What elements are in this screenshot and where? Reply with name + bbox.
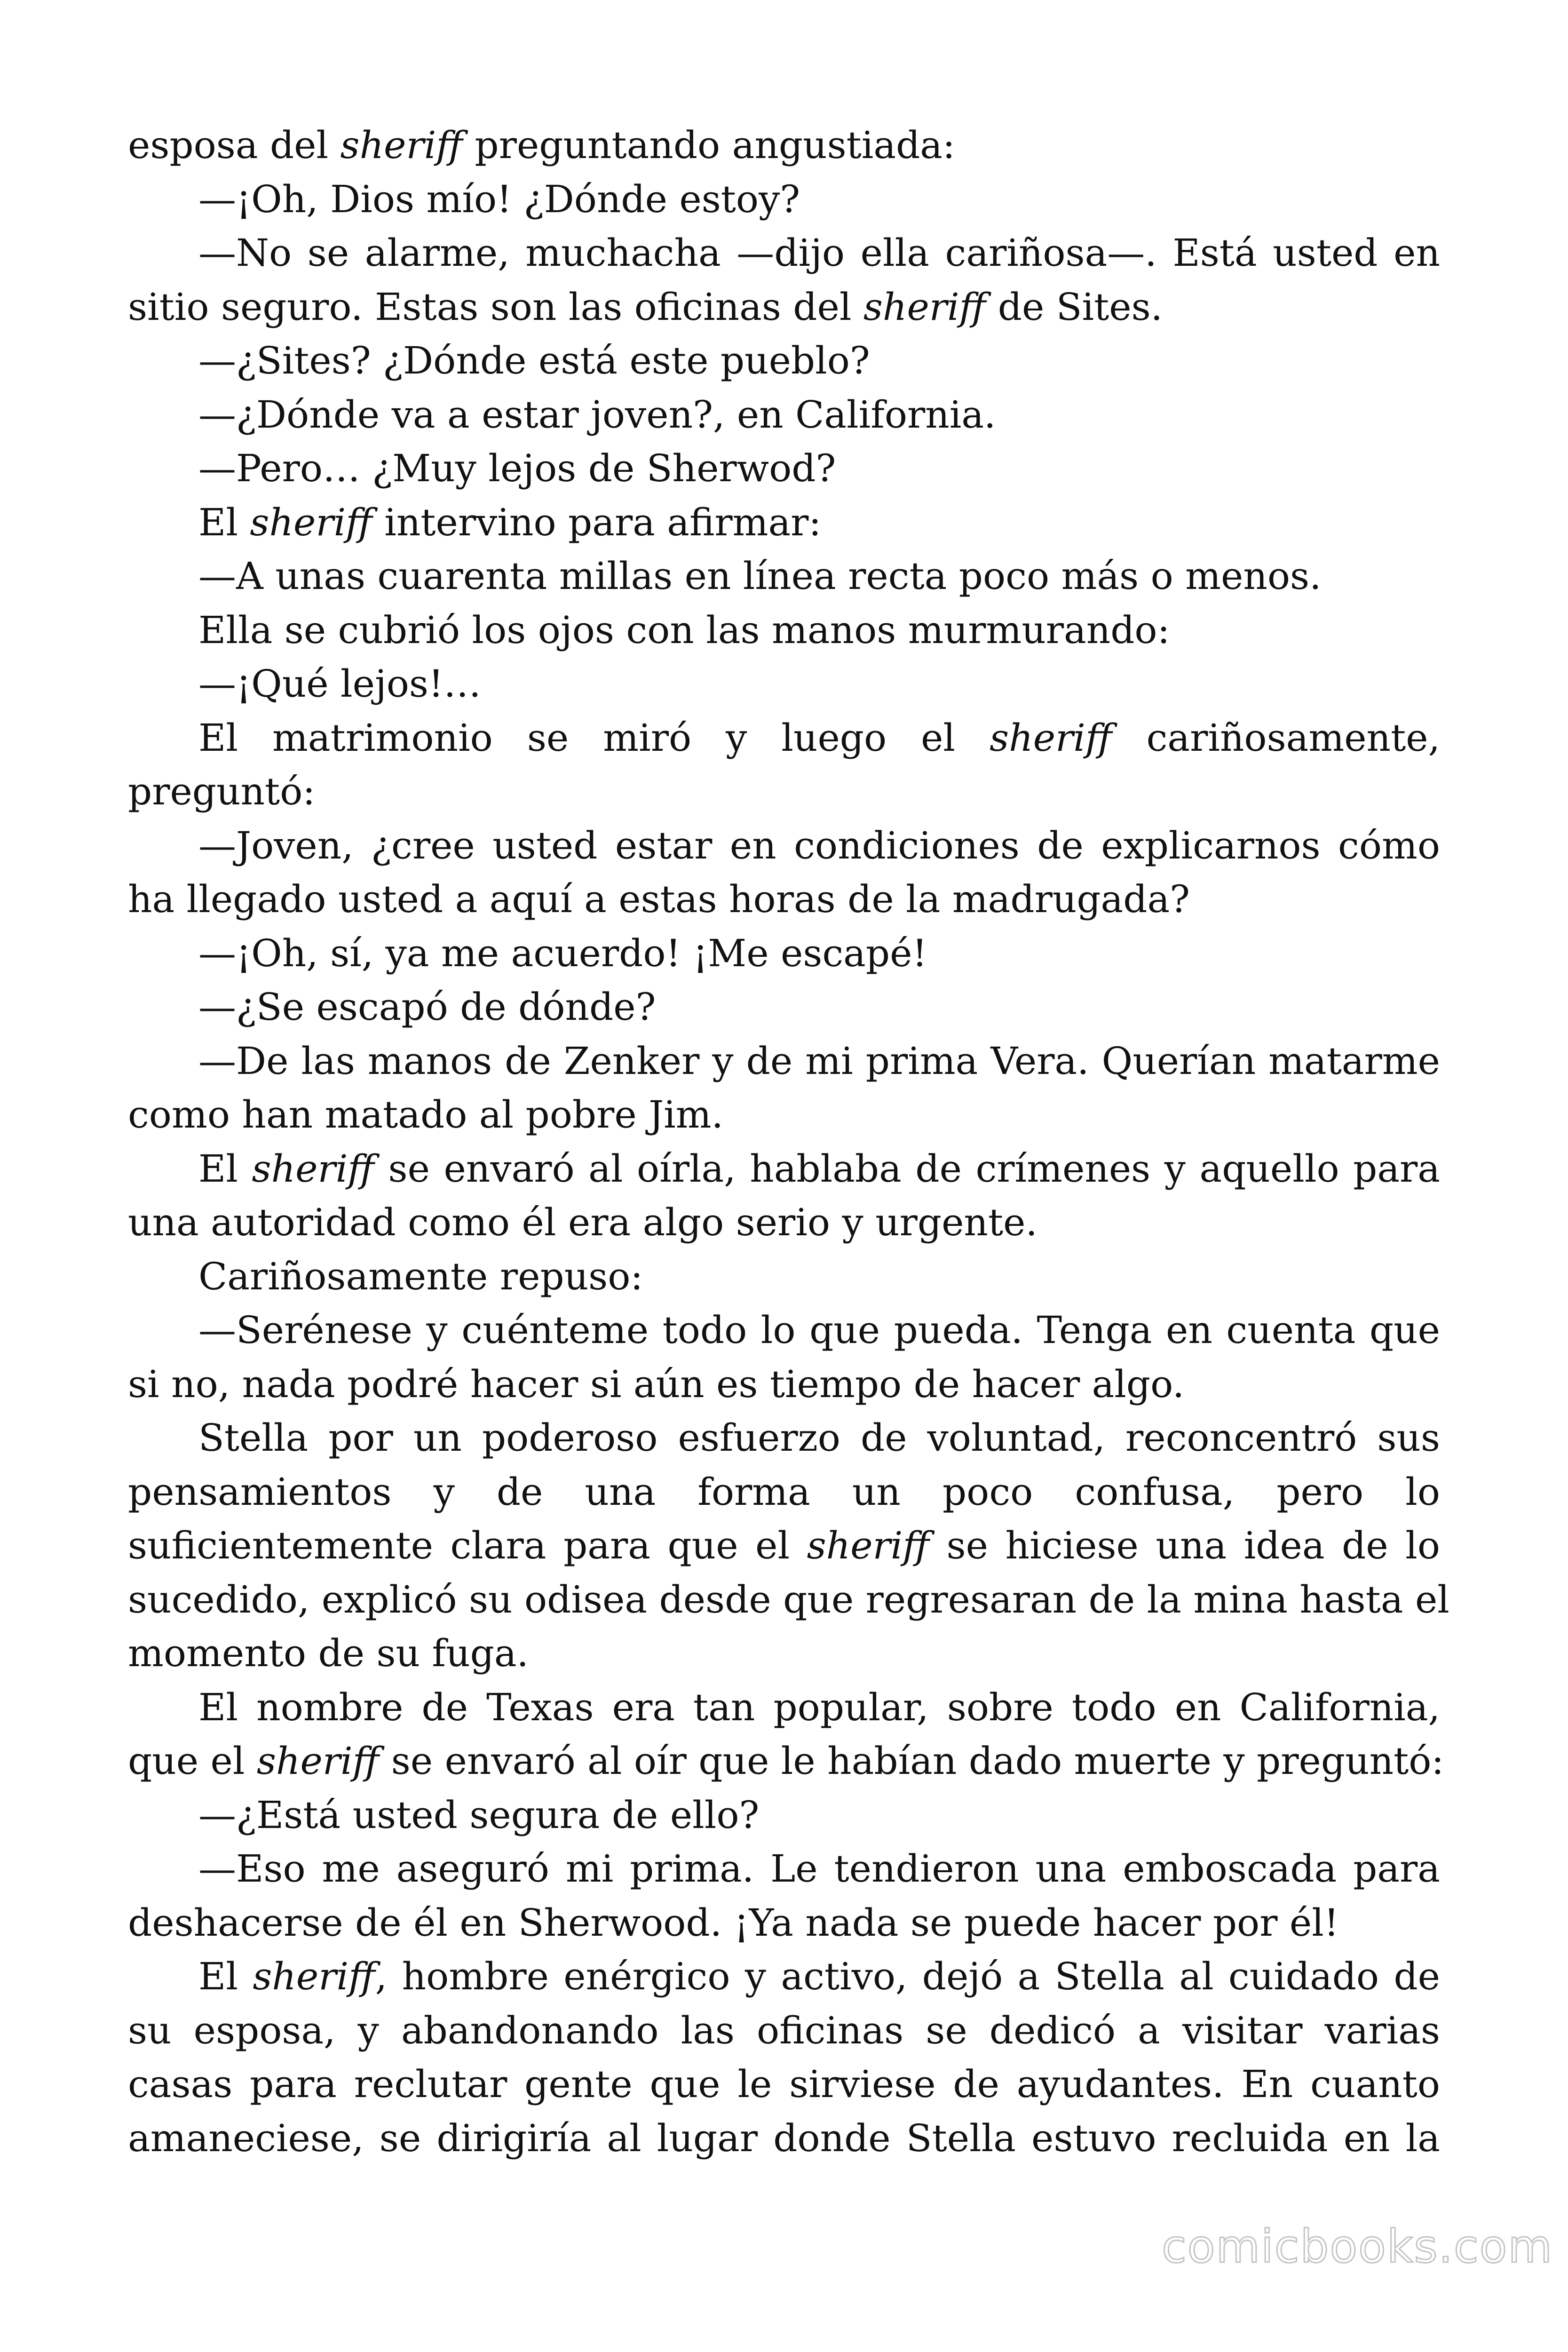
- text-line: [128, 173, 1440, 227]
- text-run: —¡Oh, Dios mío! ¿Dónde estoy?: [198, 177, 800, 221]
- text-run: se envaró al oírla, hablaba de crímenes y aquello para: [374, 1146, 1440, 1191]
- text-line: [128, 1250, 1440, 1304]
- text-run: deshacerse de él en Sherwood. ¡Ya nada se puede hacer por él!: [128, 1900, 1339, 1945]
- text-run: casas para reclutar gente que le sirviese de ayudantes. En cuanto: [128, 2062, 1440, 2106]
- text-run: —Pero… ¿Muy lejos de Sherwod?: [198, 446, 836, 490]
- text-line: [128, 388, 1440, 442]
- text-line: [128, 873, 1440, 927]
- text-run: —¿Dónde va a estar joven?, en California.: [198, 392, 996, 437]
- text-line: [128, 1573, 1449, 1627]
- italic-word: sheriff: [252, 1146, 374, 1191]
- text-run: suficientemente clara para que el: [128, 1524, 807, 1567]
- text-line: [128, 927, 1440, 981]
- text-line: [128, 1788, 1440, 1843]
- text-line: [128, 226, 1440, 280]
- text-line: [128, 765, 1440, 819]
- text-line: [128, 1842, 1440, 1896]
- text-line: [128, 1627, 1440, 1681]
- text-run: amaneciese, se dirigiría al lugar donde Stella estuvo recluida en la: [128, 2116, 1440, 2160]
- text-line: [128, 2004, 1440, 2058]
- italic-word: sheriff: [256, 1739, 380, 1783]
- text-run: pensamientos y de una forma un poco confusa, pero lo: [128, 1470, 1440, 1514]
- text-line: [128, 711, 1440, 765]
- text-line: [128, 819, 1440, 873]
- text-line: [128, 1358, 1440, 1412]
- text-run: que el: [128, 1739, 257, 1783]
- text-run: esposa del: [128, 123, 341, 167]
- text-run: —Joven, ¿cree usted estar en condiciones de explicarnos cómo: [198, 823, 1440, 867]
- text-run: su esposa, y abandonando las oficinas se dedicó a visitar varias: [128, 2008, 1440, 2052]
- text-run: sucedido, explicó su odisea desde que regresaran de la mina hasta el: [128, 1577, 1449, 1621]
- text-run: como han matado al pobre Jim.: [128, 1093, 724, 1136]
- text-run: cariñosamente,: [1112, 715, 1440, 760]
- text-run: El: [198, 1146, 252, 1191]
- text-line: [128, 442, 1440, 496]
- text-run: se hiciese una idea de lo: [929, 1524, 1440, 1567]
- text-line: [128, 1034, 1440, 1089]
- text-line: [128, 604, 1440, 658]
- text-run: ha llegado usted a aquí a estas horas de la madrugada?: [128, 877, 1190, 921]
- text-line: [128, 2058, 1440, 2112]
- italic-word: sheriff: [990, 715, 1112, 760]
- text-line: [128, 980, 1440, 1034]
- text-run: , hombre enérgico y activo, dejó a Stella al cuidado de: [375, 1955, 1440, 1998]
- text-run: El nombre de Texas era tan popular, sobre todo en California,: [198, 1685, 1440, 1729]
- text-line: [128, 1088, 1440, 1142]
- text-run: —Serénese y cuénteme todo lo que pueda. Tenga en cuenta que: [198, 1308, 1440, 1352]
- text-run: momento de su fuga.: [128, 1631, 529, 1675]
- text-run: —No se alarme, muchacha —dijo ella cariñosa—. Está usted en: [198, 231, 1440, 275]
- watermark-logo: comicbooks.com: [1162, 2220, 1553, 2273]
- text-line: [128, 1465, 1440, 1519]
- text-run: —De las manos de Zenker y de mi prima Vera. Querían matarme: [198, 1039, 1440, 1083]
- text-run: —Eso me aseguró mi prima. Le tendieron una emboscada para: [198, 1847, 1440, 1891]
- text-run: —¡Oh, sí, ya me acuerdo! ¡Me escapé!: [198, 931, 927, 975]
- text-line: [128, 1519, 1440, 1573]
- text-line: [128, 119, 1440, 173]
- text-line: [128, 496, 1440, 550]
- text-run: El: [198, 1955, 253, 1998]
- text-line: [128, 2112, 1440, 2166]
- text-line: [128, 1142, 1440, 1196]
- text-run: una autoridad como él era algo serio y urgente.: [128, 1200, 1037, 1244]
- text-run: Stella por un poderoso esfuerzo de voluntad, reconcentró sus: [198, 1416, 1440, 1460]
- text-run: Cariñosamente repuso:: [198, 1254, 643, 1298]
- text-run: si no, nada podré hacer si aún es tiempo de hacer algo.: [128, 1362, 1185, 1406]
- body-text: [128, 119, 1449, 2165]
- text-run: de Sites.: [986, 285, 1163, 329]
- text-run: sitio seguro. Estas son las oficinas del: [128, 285, 863, 329]
- italic-word: sheriff: [253, 1955, 375, 1998]
- text-run: preguntó:: [128, 770, 316, 813]
- text-line: [128, 1196, 1440, 1250]
- text-run: —¡Qué lejos!…: [198, 662, 482, 706]
- text-line: [128, 1681, 1440, 1735]
- text-line: [128, 657, 1440, 711]
- text-run: preguntando angustiada:: [462, 123, 955, 167]
- text-run: Ella se cubrió los ojos con las manos murmurando:: [198, 608, 1170, 652]
- text-line: [128, 1411, 1440, 1465]
- italic-word: sheriff: [340, 123, 463, 167]
- text-run: —¿Está usted segura de ello?: [198, 1793, 760, 1837]
- text-line: [128, 1896, 1440, 1950]
- text-run: —¿Se escapó de dónde?: [198, 985, 656, 1029]
- text-line: [128, 549, 1440, 604]
- text-run: —A unas cuarenta millas en línea recta poco más o menos.: [198, 554, 1322, 598]
- italic-word: sheriff: [250, 500, 372, 544]
- text-run: se envaró al oír que le habían dado muerte y preguntó:: [379, 1739, 1444, 1783]
- text-run: El matrimonio se miró y luego el: [198, 715, 990, 760]
- text-run: El: [198, 500, 250, 544]
- italic-word: sheriff: [807, 1524, 930, 1567]
- text-line: [128, 1950, 1440, 2004]
- text-run: —¿Sites? ¿Dónde está este pueblo?: [198, 339, 870, 382]
- text-line: [128, 334, 1440, 388]
- text-run: intervino para afirmar:: [372, 500, 822, 544]
- italic-word: sheriff: [863, 285, 986, 329]
- text-line: [128, 1303, 1440, 1358]
- text-line: [128, 1734, 1444, 1788]
- text-line: [128, 280, 1440, 334]
